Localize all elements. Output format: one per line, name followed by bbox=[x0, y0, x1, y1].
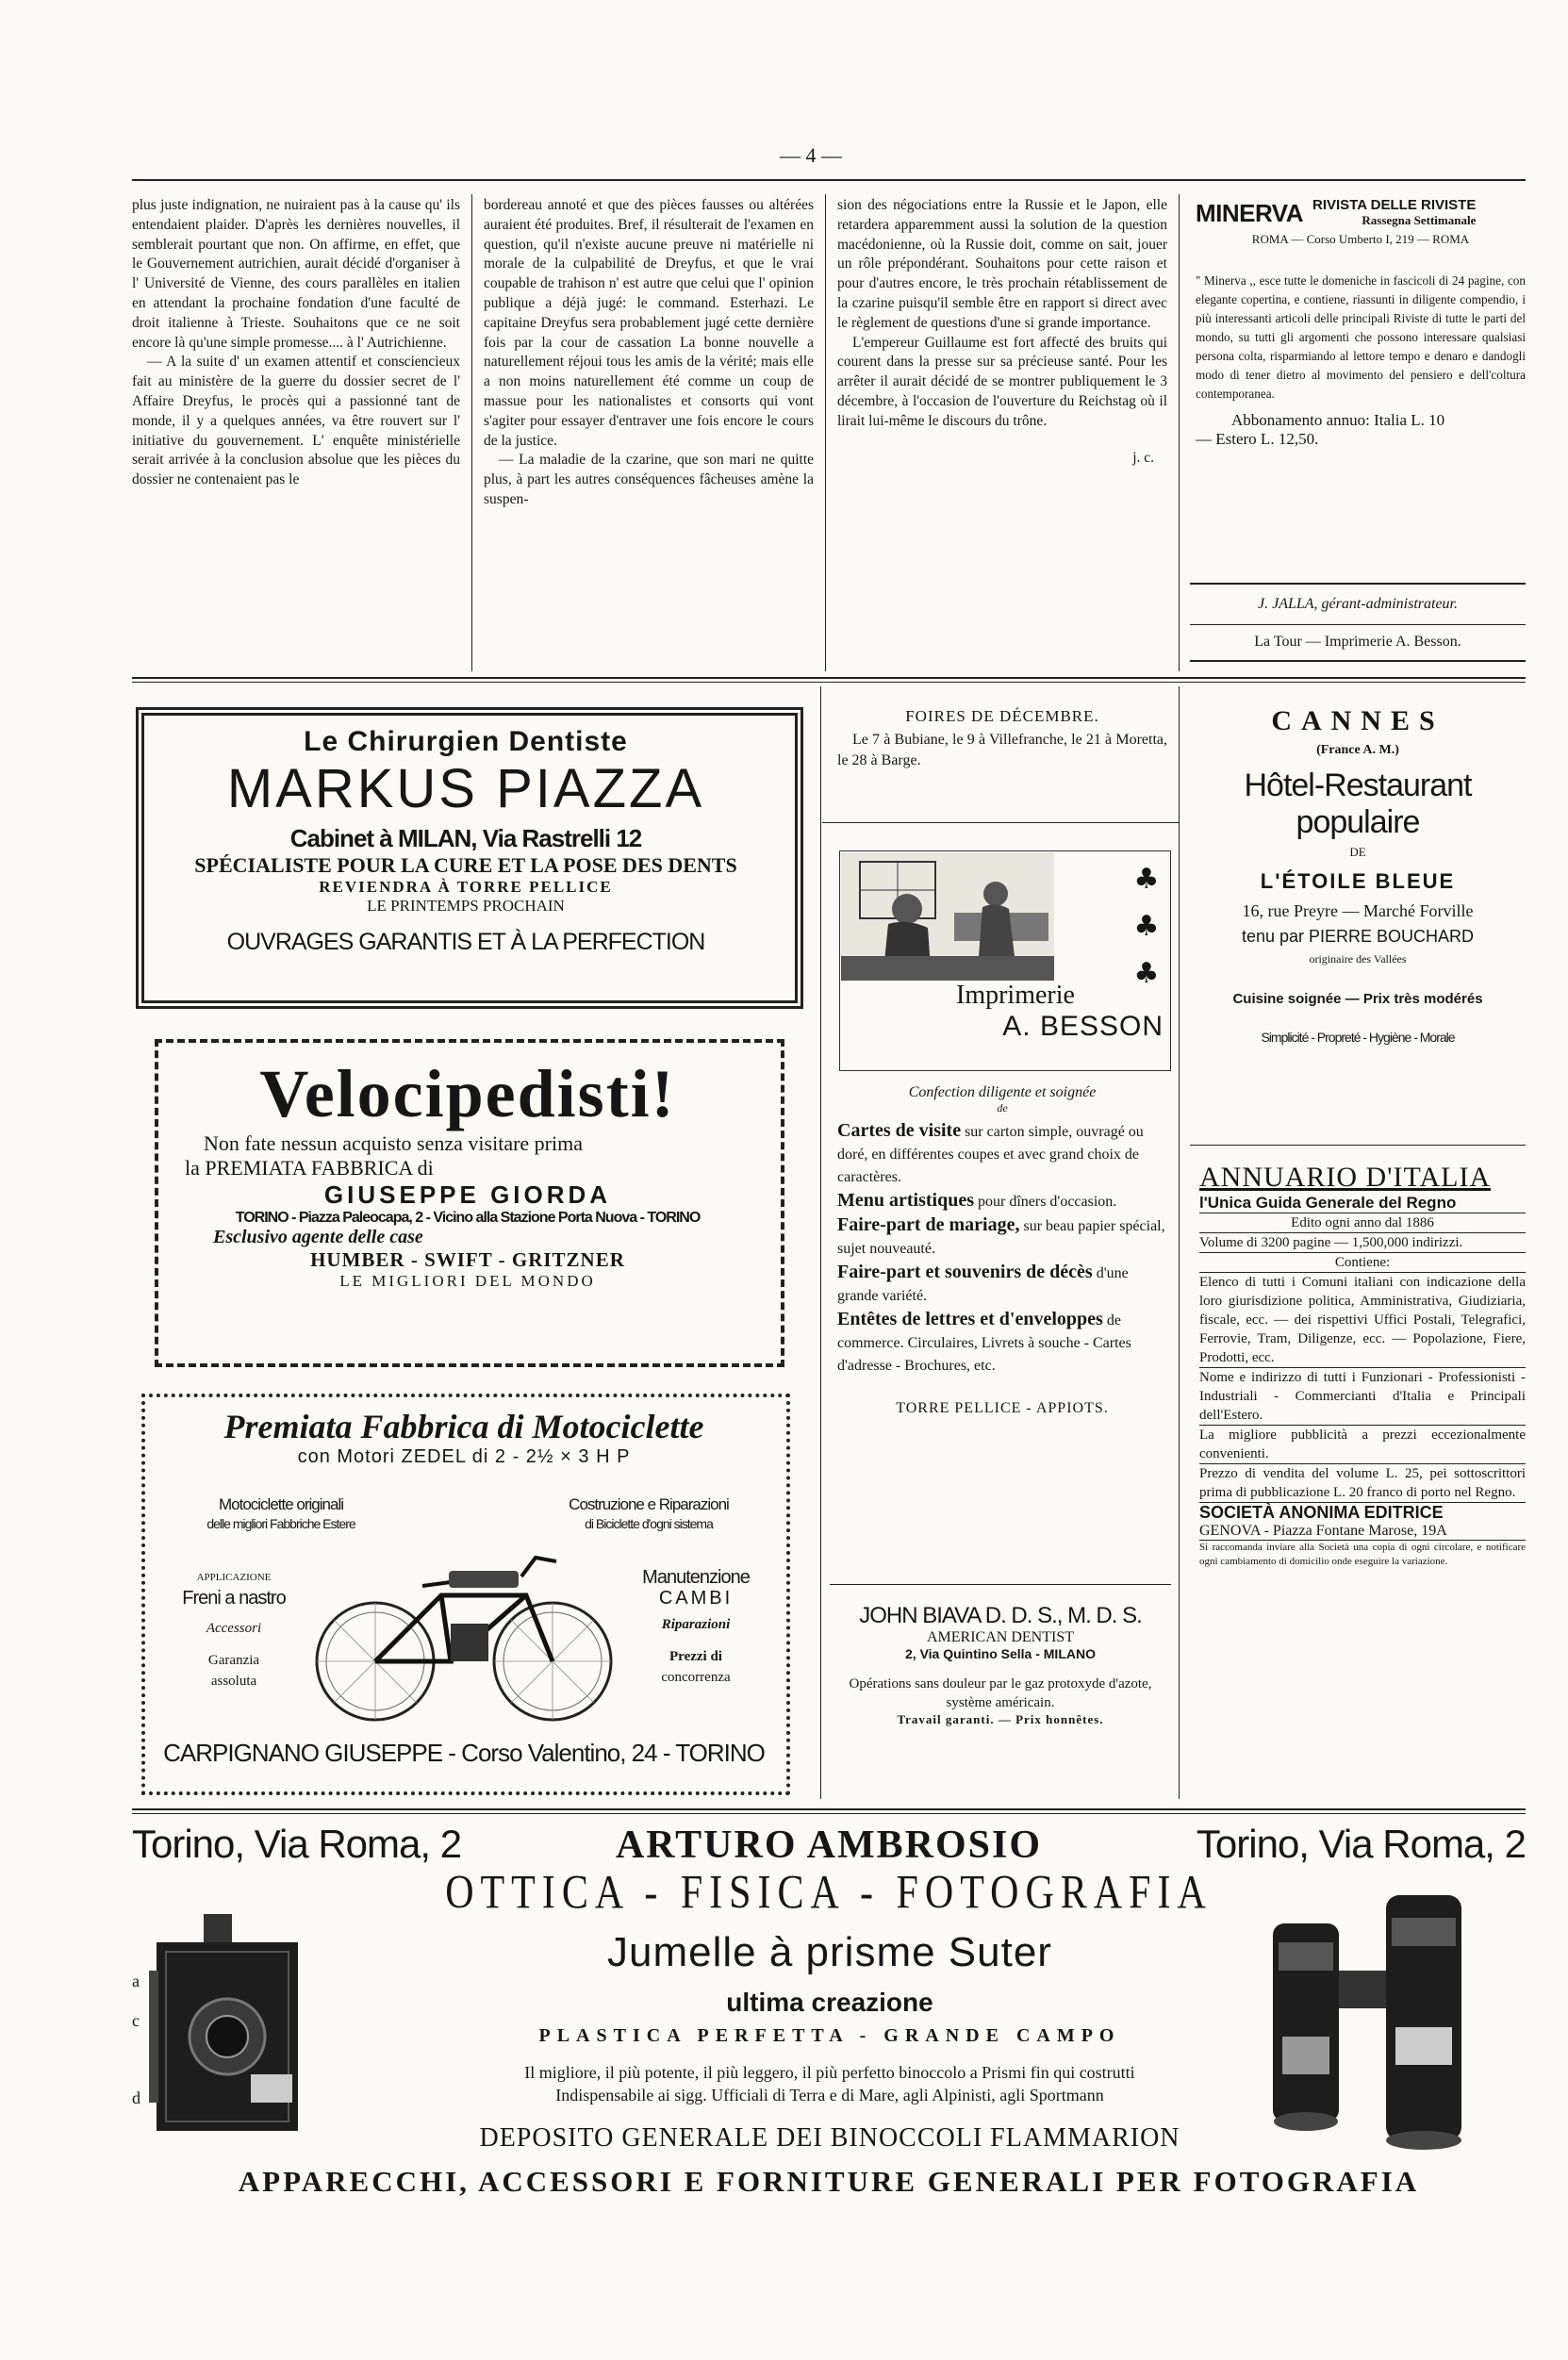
printing-shop-illustration bbox=[841, 852, 1054, 981]
bottom-rule-2 bbox=[132, 1813, 1526, 1814]
cannes-motto: Simplicité - Propreté - Hygiène - Morale bbox=[1261, 1030, 1455, 1045]
section-rule-2 bbox=[132, 682, 1526, 683]
article-column-3 bbox=[837, 196, 1167, 468]
camera-illustration bbox=[147, 1914, 326, 2140]
cannes-hotel: Hôtel-Restaurant populaire bbox=[1244, 767, 1472, 840]
besson-item-4: Faire-part et souvenirs de décès d'une grande variété. bbox=[837, 1262, 1129, 1304]
ambrosio-address-left: Torino, Via Roma, 2 bbox=[132, 1822, 462, 1866]
section-rule-1 bbox=[132, 677, 1526, 679]
moto-motors: con Motori ZEDEL di 2 - 2½ × 3 H P bbox=[297, 1446, 631, 1467]
biava-ad bbox=[830, 1603, 1171, 1727]
ambrosio-description bbox=[321, 2061, 1339, 2106]
annuario-pubblicita: La migliore pubblicità a prezzi eccezionalmente convenienti. bbox=[1199, 1426, 1526, 1464]
cannes-etoile: L'ÉTOILE BLEUE bbox=[1260, 869, 1456, 893]
moto-title: Premiata Fabbrica di Motociclette bbox=[223, 1408, 704, 1445]
besson-ad bbox=[837, 1084, 1167, 1417]
besson-item-3: Faire-part de mariage, sur beau papier spécial, sujet nouveauté. bbox=[837, 1214, 1165, 1257]
col3-para-2: L'empereur Guillaume est fort affecté des bruits qui courent dans la presse sur sa précieuse santé. Pour les arrêter il aurait décidé de se montrer publiquement le 3 décembre, à l'occasion de l'ouverture du Reichstag où il lirait lui-même le discours du trône. bbox=[837, 334, 1167, 429]
col3-para-1: sion des négociations entre la Russie et le Japon, elle retardera apparemment aussi la solution de la question macédonienne, où la Russie doit, comme on sait, jouer un rôle prépondérant. Souhaitons pour cette raison et pour d'autres encore, le très prochain rétablissement de la czarine puisqu'il semble être en rapport si direct avec le règlement de questions d'une si grande importance. bbox=[837, 197, 1167, 331]
besson-logo bbox=[956, 981, 1164, 1043]
velo-makes: HUMBER - SWIFT - GRITZNER bbox=[310, 1248, 625, 1271]
besson-item-2: Menu artistiques pour dîners d'occasion. bbox=[837, 1190, 1117, 1211]
moto-right-3: Manutenzione bbox=[642, 1567, 750, 1588]
minerva-sub1: RIVISTA DELLE RIVISTE bbox=[1312, 197, 1477, 213]
foires-box bbox=[837, 707, 1167, 771]
annuario-genova: GENOVA - Piazza Fontane Marose, 19A bbox=[1199, 1523, 1526, 1541]
ambrosio-header bbox=[132, 1822, 1526, 1868]
ambrosio-desc-2: Indispensabile ai sigg. Ufficiali di Terra e di Mare, agli Alpinisti, agli Sportmann bbox=[555, 2086, 1104, 2104]
col2-para-1: bordereau annoté et que des pièces fausses ou altérées auraient été produites. Bref, il résulterait de l'examen en question, qu'il n'existe aucune preuve ni matérielle ni morale de la culpabilité de Dreyfus, et que le vrai coupable de trahison n' est autre que celui que l' opinion publique a déjà jugé: le command. Esterhazi. Le capitaine Dreyfus sera probablement jugé cette dernière fois par la cour de cassation La bonne nouvelle a naturellement réjoui tous les amis de la vérité; mais elle a non moins naturellement été comme un coup de massue pour les nationalistes et consorts qui vont s'agiter pour essayer d'entraver une fois encore le cours de la justice. bbox=[484, 197, 814, 449]
velo-best: LE MIGLIORI DEL MONDO bbox=[339, 1272, 596, 1290]
ambrosio-ottica: OTTICA - FISICA - FOTOGRAFIA bbox=[445, 1867, 1213, 1920]
annuario-societa: SOCIETÀ ANONIMA EDITRICE bbox=[1199, 1503, 1444, 1522]
ambrosio-desc-1: Il migliore, il più potente, il più leggero, il più perfetto binoccolo a Prismi fin qui costrutti bbox=[524, 2063, 1135, 2082]
annuario-ad bbox=[1199, 1162, 1526, 1569]
col-divider-1 bbox=[471, 194, 472, 671]
col1-para-2: — A la suite d' un examen attentif et consciencieux fait au ministère de la guerre du dossier secret de l' Affaire Dreyfus, le procès qui a passionné tant de monde, il y a quelques années, va être rouvert sur l' initiative du gouvernement. L' enquête ministérielle serait arrivée à la conclusion absolue que les pièces du dossier ne contenaient pas le bbox=[132, 354, 460, 488]
minerva-rule-3 bbox=[1190, 660, 1526, 662]
moto-left-6: Garanzia bbox=[207, 1653, 260, 1668]
minerva-rule-2 bbox=[1190, 624, 1526, 625]
besson-de: de bbox=[997, 1101, 1008, 1114]
moto-right-5: Riparazioni bbox=[661, 1617, 731, 1632]
page-number: — 4 — bbox=[780, 143, 842, 167]
dentist-specialty: SPÉCIALISTE POUR LA CURE ET LA POSE DES DENTS bbox=[194, 853, 737, 877]
camera-labels: a c d bbox=[132, 1972, 140, 2107]
moto-right-2: di Biciclette d'ogni sistema bbox=[585, 1516, 713, 1531]
foires-body: Le 7 à Bubiane, le 9 à Villefranche, le 21 à Moretta, le 28 à Barge. bbox=[837, 732, 1167, 768]
cannes-ad bbox=[1190, 705, 1526, 1045]
ambrosio-plastica: PLASTICA PERFETTA - GRANDE CAMPO bbox=[538, 2025, 1121, 2046]
cannes-cuisine: Cuisine soignée — Prix très modérés bbox=[1232, 991, 1483, 1007]
article-column-1 bbox=[132, 196, 460, 490]
minerva-subscription-2: — Estero L. 12,50. bbox=[1196, 430, 1319, 448]
minerva-ad bbox=[1196, 198, 1526, 449]
velo-brand: GIUSEPPE GIORDA bbox=[323, 1180, 612, 1209]
cannes-origin: originaire des Vallées bbox=[1309, 952, 1407, 965]
biava-name: JOHN BIAVA D. D. S., M. D. S. bbox=[859, 1603, 1142, 1628]
col3-signature: j. c. bbox=[1132, 449, 1154, 466]
moto-right-6: Prezzi di bbox=[669, 1649, 722, 1664]
ad-divider-1 bbox=[820, 686, 821, 1799]
cannes-address: 16, rue Preyre — Marché Forville bbox=[1242, 901, 1474, 920]
biava-operations: Opérations sans douleur par le gaz protoxyde d'azote, système américain. bbox=[849, 1676, 1152, 1710]
annuario-prezzo: Prezzo di vendita del volume L. 25, pei sottoscrittori prima di pubblicazione L. 20 franco di porto nel Regno. bbox=[1199, 1464, 1526, 1503]
minerva-rule-1 bbox=[1190, 583, 1526, 585]
moto-left-5: Accessori bbox=[206, 1621, 262, 1636]
minerva-subscription-1: Abbonamento annuo: Italia L. 10 bbox=[1231, 411, 1445, 429]
annuario-guide: l'Unica Guida Generale del Regno bbox=[1199, 1194, 1526, 1213]
biava-title: AMERICAN DENTIST bbox=[927, 1629, 1074, 1645]
annuario-note: Si raccomanda inviare alla Società una copia di ogni circolare, e notificare ogni cambiamento di domicilio onde eseguire la variazione. bbox=[1199, 1542, 1526, 1567]
cannes-de: DE bbox=[1349, 845, 1366, 859]
moto-right-4: CAMBI bbox=[658, 1588, 734, 1609]
velo-title: Velocipedisti! bbox=[259, 1056, 676, 1131]
ambrosio-jumelle: Jumelle à prisme Suter bbox=[607, 1929, 1052, 1975]
besson-item-5: Entêtes de lettres et d'enveloppes de commerce. Circulaires, Livrets à souche - Cartes d'adresse - Brochures, etc. bbox=[837, 1309, 1131, 1374]
minerva-body: " Minerva ,, esce tutte le domeniche in fascicoli di 24 pagine, con elegante copertina, e contiene, riassunti in diligente compendio, i più interessanti articoli delle principali Riviste di tutte le parti del mondo, su tutti gli argomenti che possono interessare qualsiasi persona colta, risparmiando al lettore tempo e denaro e dandogli modo di tener dietro al movimento del pensiero e dell'coltura contemporanea. bbox=[1196, 273, 1526, 401]
ambrosio-apparecchi: APPARECCHI, ACCESSORI E FORNITURE GENERALI PER FOTOGRAFIA bbox=[238, 2165, 1420, 2198]
minerva-sub2: Rassegna Settimanale bbox=[1362, 213, 1477, 227]
ambrosio-creazione: ultima creazione bbox=[726, 1988, 933, 2017]
top-rule bbox=[132, 179, 1526, 181]
annuario-elenco: Elenco di tutti i Comuni italiani con indicazione della loro giurisdizione politica, Amministrativa, Giudiziaria, fiscale, ecc. — dei rispettivi Uffici Postali, Telegrafici, Ferrovie, Tram, Diligenze, ecc. — Popolazione, Fiere, Prodotti, ecc. bbox=[1199, 1273, 1526, 1368]
annuario-nome: Nome e indirizzo di tutti i Funzionari - Professionisti - Industriali - Commercianti d'Italia e Principali dell'Estero. bbox=[1199, 1368, 1526, 1426]
velo-address: TORINO - Piazza Paleocapa, 2 - Vicino alla Stazione Porta Nuova - TORINO bbox=[235, 1210, 701, 1226]
article-column-2 bbox=[484, 196, 814, 510]
dentist-return: REVIENDRA À TORRE PELLICE bbox=[319, 878, 613, 896]
annuario-volume: Volume di 3200 pagine — 1,500,000 indirizzi. bbox=[1199, 1233, 1526, 1253]
velo-agent: Esclusivo agente delle case bbox=[213, 1227, 423, 1247]
moto-right-1: Costruzione e Riparazioni bbox=[569, 1495, 729, 1513]
velo-line-2: la PREMIATA FABBRICA di bbox=[185, 1156, 434, 1180]
ad-divider-2 bbox=[1179, 686, 1180, 1799]
minerva-address: ROMA — Corso Umberto I, 219 — ROMA bbox=[1251, 232, 1470, 246]
motorcycle-illustration bbox=[309, 1520, 620, 1727]
moto-footer: CARPIGNANO GIUSEPPE - Corso Valentino, 24 - TORINO bbox=[163, 1739, 765, 1767]
moto-ad bbox=[158, 1407, 769, 1780]
besson-rule bbox=[830, 1584, 1171, 1585]
bottom-rule-1 bbox=[132, 1808, 1526, 1810]
besson-name: A. BESSON bbox=[1002, 1011, 1164, 1042]
col-divider-2 bbox=[825, 194, 826, 671]
moto-right-7: concorrenza bbox=[661, 1670, 731, 1685]
moto-left-4: Freni a nastro bbox=[182, 1588, 286, 1609]
cannes-rule bbox=[1190, 1145, 1526, 1146]
ambrosio-address-right: Torino, Via Roma, 2 bbox=[1196, 1822, 1526, 1866]
moto-left-2: delle migliori Fabbriche Estere bbox=[206, 1516, 355, 1531]
dentist-spring: LE PRINTEMPS PROCHAIN bbox=[367, 897, 565, 915]
col1-para-1: plus juste indignation, ne nuiraient pas à la cause qu' ils entendaient plaider. D'après les dernières nouvelles, il semblerait pourtant que non. On affirme, en effet, que le Gouvernement autrichien, aurait décidé d'organiser à l' Université de Vienne, des cours parallèles en italien en attendant la prochaine fondation d'une faculté de droit italienne à Trieste. Souhaitons que ce ne soit encore là qu'une simple promesse.... à l' Autrichienne. bbox=[132, 197, 460, 351]
moto-left-3: APPLICAZIONE bbox=[196, 1572, 272, 1583]
admin-line: J. JALLA, gérant-administrateur. bbox=[1258, 596, 1458, 612]
besson-imprimerie: Imprimerie bbox=[956, 981, 1075, 1010]
moto-left-7: assoluta bbox=[210, 1674, 257, 1689]
besson-item-1: Cartes de visite sur carton simple, ouvragé ou doré, en différentes coupes et avec grand choix de caractères. bbox=[837, 1120, 1144, 1185]
ambrosio-name: ARTURO AMBROSIO bbox=[615, 1824, 1043, 1867]
moto-left-1: Motociclette originali bbox=[218, 1495, 343, 1513]
ambrosio-deposito: DEPOSITO GENERALE DEI BINOCCOLI FLAMMARION bbox=[479, 2123, 1180, 2153]
biava-address: 2, Via Quintino Sella - MILANO bbox=[905, 1646, 1096, 1661]
besson-confection: Confection diligente et soignée bbox=[908, 1084, 1097, 1100]
cannes-owner: tenu par PIERRE BOUCHARD bbox=[1241, 927, 1475, 946]
biava-guarantee: Travail garanti. — Prix honnêtes. bbox=[897, 1712, 1104, 1726]
binocular-illustration bbox=[1263, 1886, 1480, 2159]
col-divider-3 bbox=[1179, 194, 1180, 671]
col2-para-2: — La maladie de la czarine, que son mari ne quitte plus, à part les autres conséquences fâcheuses amène la suspen- bbox=[484, 452, 814, 507]
dentist-cabinet: Cabinet à MILAN, Via Rastrelli 12 bbox=[289, 824, 642, 852]
foires-title: FOIRES DE DÉCEMBRE. bbox=[905, 707, 1099, 725]
minerva-title: MINERVA bbox=[1196, 198, 1303, 227]
annuario-edited: Edito ogni anno dal 1886 bbox=[1199, 1213, 1526, 1233]
cannes-title: CANNES bbox=[1271, 705, 1444, 736]
printer-line: La Tour — Imprimerie A. Besson. bbox=[1254, 634, 1461, 650]
cannes-france: (France A. M.) bbox=[1316, 743, 1399, 757]
dentist-heading: Le Chirurgien Dentiste bbox=[304, 726, 628, 757]
besson-items bbox=[837, 1119, 1167, 1378]
dentist-guarantee: OUVRAGES GARANTIS ET À LA PERFECTION bbox=[226, 929, 705, 955]
besson-footer: TORRE PELLICE - APPIOTS. bbox=[896, 1400, 1109, 1416]
annuario-contiene: Contiene: bbox=[1199, 1253, 1526, 1273]
foires-rule bbox=[822, 822, 1179, 823]
velo-ad bbox=[175, 1056, 760, 1291]
clover-icons: ♣ ♣ ♣ bbox=[1133, 863, 1160, 990]
dentist-name: MARKUS PIAZZA bbox=[226, 758, 705, 819]
annuario-title: ANNUARIO D'ITALIA bbox=[1199, 1162, 1492, 1193]
dentist-ad bbox=[153, 724, 779, 956]
velo-line-1: Non fate nessun acquisto senza visitare prima bbox=[204, 1131, 583, 1155]
